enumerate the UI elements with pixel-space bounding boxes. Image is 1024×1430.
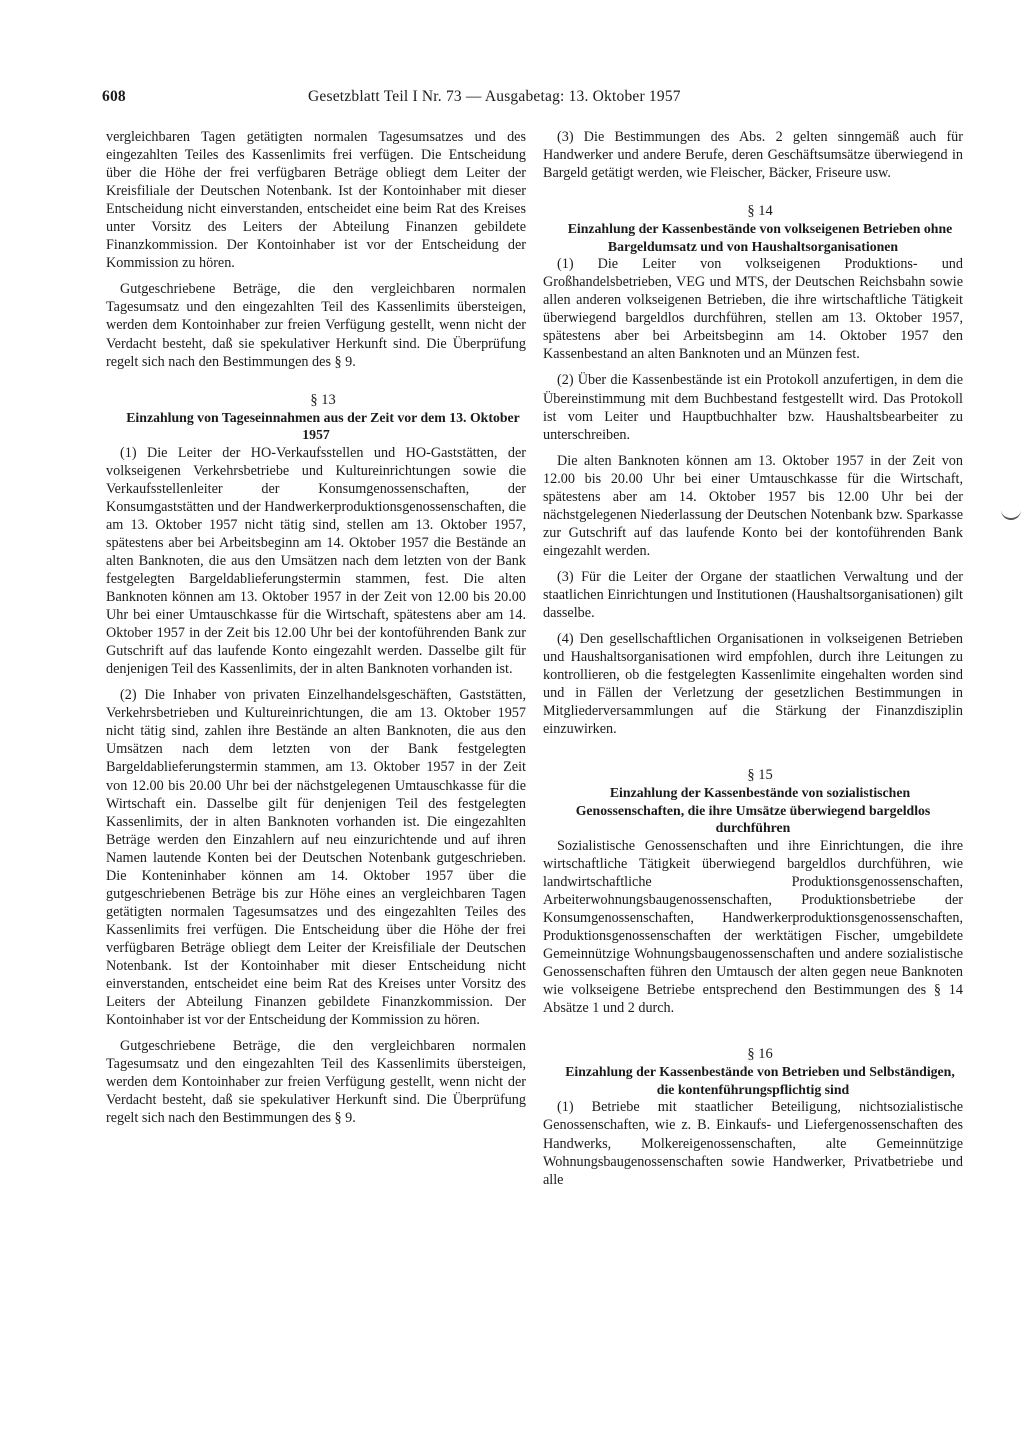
paragraph: Sozialistische Genossenschaften und ihre Einrichtungen, die ihre wirtschaftliche Tätigkeit überwiegend bargeldlos durchführen, wie landwirtschaftliche Produktionsgenossenschaften, Arbeiterwohnungsbaugenossenschaften, Produktionsbetriebe der Konsumgenossenschaften, Handwerkerproduktionsgenossenschaften, Produktionsgenossenschaften der werktätigen Fischer, umgebildete Gemeinnützige Wohnungsbaugenossenschaften und andere sozialistische Genossenschaften führen den Umtausch der alten gegen neue Banknoten wie volkseigene Betriebe entsprechend den Bestimmungen des § 14 Absätze 1 und 2 durch. [543,837,963,1017]
page-header [98,88,763,112]
paragraph: Die alten Banknoten können am 13. Oktober 1957 in der Zeit von 12.00 bis 20.00 Uhr bei einer Umtauschkasse für die Wirtschaft, spätestens aber am 14. Oktober 1957 bis 12.00 Uhr bei der nächstgelegenen Niederlassung der Deutschen Notenbank bzw. Sparkasse zur Gutschrift auf das laufende Konto bei der kontoführenden Bank eingezahlt werden. [543,452,963,559]
paragraph: (1) Die Leiter der HO-Verkaufsstellen und HO-Gaststätten, der volkseigenen Verkehrsbetriebe und Kultureinrichtungen sowie die Verkaufsstellenleiter der Konsumgenossenschaften, der Konsumgaststätten und der Handwerkerproduktionsgenossenschaften, die am 13. Oktober 1957 nicht tätig sind, stellen am 13. Oktober 1957, spätestens aber bei Arbeitsbeginn am 14. Oktober 1957 die Bestände an alten Banknoten, die aus den Umsätzen nach dem letzten von der Bank festgelegten Bargeldablieferungstermin stammen, fest. Die alten Banknoten können am 13. Oktober 1957 in der Zeit von 12.00 bis 20.00 Uhr bei einer Umtauschkasse für die Wirtschaft, spätestens aber am 14. Oktober 1957 in der Zeit bis 12.00 Uhr bei der kontoführenden Bank zur Gutschrift auf das laufende Konto eingezahlt werden. Dasselbe gilt für denjenigen Teil des Kassenlimits, der in alten Banknoten vorhanden ist. [106,444,526,678]
section-number: § 14 [747,203,773,220]
section-number: § 16 [747,1046,773,1063]
section-number: § 13 [310,391,336,408]
paragraph: Gutgeschriebene Beträge, die den vergleichbaren normalen Tagesumsatz und den eingezahlten Teil des Kassenlimits übersteigen, werden dem Kontoinhaber zur freien Verfügung gestellt, wenn nicht der Verdacht besteht, daß sie spekulativer Herkunft sind. Die Überprüfung regelt sich nach den Bestimmungen des § 9. [106,281,526,370]
paragraph: (3) Für die Leiter der Organe der staatlichen Verwaltung und der staatlichen Einrichtungen und Institutionen (Haushaltsorganisationen) gilt dasselbe. [543,568,963,622]
left-column [106,128,526,1127]
page-header-title: Gesetzblatt Teil I Nr. 73 — Ausgabetag: 13. Oktober 1957 [308,88,681,105]
margin-mark [1001,508,1021,520]
paragraph: (2) Die Inhaber von privaten Einzelhandelsgeschäften, Gaststätten, Verkehrsbetrieben und Kultureinrichtungen, die am 13. Oktober 1957 nicht tätig sind, zahlen ihre Bestände an alten Banknoten, die aus den Umsätzen nach dem letzten von der Bank festgelegten Bargeldablieferungstermin stammen, am 13. Oktober 1957 in der Zeit von 12.00 bis 20.00 Uhr bei der nächstgelegenen Umtauschkasse für die Wirtschaft ein. Dasselbe gilt für denjenigen Teil des festgelegten Kassenlimits, der in alten Banknoten vorhanden ist. Die eingezahlten Beträge werden den Einzahlern auf neu einzurichtende und auf ihren Namen lautende Konten bei der Deutschen Notenbank gutgeschrieben. Die Konteninhaber können am 14. Oktober 1957 über die gutgeschriebenen Beträge bis zur Höhe eines an vergleichbaren Tagen getätigten normalen Tagesumsatzes und des eingezahlten Teiles des Kassenlimits frei verfügen. Die Entscheidung über die Höhe der frei verfügbaren Beträge obliegt dem Leiter der Kreisfiliale der Deutschen Notenbank. Ist der Kontoinhaber mit dieser Entscheidung nicht einverstanden, entscheidet eine beim Rat des Kreises unter Vorsitz des Leiters der Abteilung Finanzen gebildete Finanzkommission. Der Kontoinhaber ist vor der Entscheidung der Kommission zu hören. [106,687,526,1029]
section-heading: Einzahlung der Kassenbestände von sozialistischen Genossenschaften, die ihre Umsätze überwiegend bargeldlos durchführen [575,785,931,836]
section-heading: Einzahlung der Kassenbestände von volkseigenen Betrieben ohne Bargeldumsatz und von Haushaltsorganisationen [567,221,953,254]
paragraph: (1) Die Leiter von volkseigenen Produktions- und Großhandelsbetrieben, VEG und MTS, der Deutschen Reichsbahn sowie allen anderen volkseigenen Betrieben, die ihre wirtschaftliche Tätigkeit überwiegend bargeldlos durchführen, stellen am 13. Oktober 1957, spätestens aber bei Arbeitsbeginn am 14. Oktober 1957 den Kassenbestand an alten Banknoten und an Münzen fest. [543,256,963,363]
section-heading: Einzahlung von Tageseinnahmen aus der Zeit vor dem 13. Oktober 1957 [126,409,520,443]
paragraph: (2) Über die Kassenbestände ist ein Protokoll anzufertigen, in dem die Übereinstimmung mit dem Buchbestand festgestellt wird. Das Protokoll ist vom Leiter und Hauptbuchhalter bzw. Haushaltsbearbeiter zu unterschreiben. [543,372,963,443]
page-number: 608 [102,88,126,105]
paragraph: (1) Betriebe mit staatlicher Beteiligung, nichtsozialistische Genossenschaften, wie z. B. Einkaufs- und Liefergenossenschaften des Handwerks, Molkereigenossenschaften, alte Gemeinnützige Wohnungsbaugenossenschaften sowie Handwerker, Privatbetriebe und alle [543,1099,963,1188]
paragraph: (4) Den gesellschaftlichen Organisationen in volkseigenen Betrieben und Haushaltsorganisationen wird empfohlen, durch ihre Leitungen zu kontrollieren, ob die festgelegten Kassenlimite eingehalten worden sind und in Fällen der Verletzung der gesetzlichen Bestimmungen in Mitgliederversammlungen auf die Stärkung der Finanzdisziplin einzuwirken. [543,631,963,738]
paragraph: Gutgeschriebene Beträge, die den vergleichbaren normalen Tagesumsatz und den eingezahlten Teil des Kassenlimits übersteigen, werden dem Kontoinhaber zur freien Verfügung gestellt, wenn nicht der Verdacht besteht, daß sie spekulativer Herkunft sind. Die Überprüfung regelt sich nach den Bestimmungen des § 9. [106,1038,526,1127]
paragraph: (3) Die Bestimmungen des Abs. 2 gelten sinngemäß auch für Handwerker und andere Berufe, deren Geschäftsumsätze überwiegend in Bargeld getätigt werden, wie Fleischer, Bäcker, Friseure usw. [543,129,963,182]
paragraph: vergleichbaren Tagen getätigten normalen Tagesumsatzes und des eingezahlten Teiles des Kassenlimits frei verfügen. Die Entscheidung über die Höhe der frei verfügbaren Beträge obliegt dem Leiter der Kreisfiliale der Deutschen Notenbank. Ist der Kontoinhaber mit dieser Entscheidung nicht einverstanden, entscheidet eine beim Rat des Kreises unter Vorsitz des Leiters der Abteilung Finanzen gebildete Finanzkommission. Der Kontoinhaber ist vor der Entscheidung der Kommission zu hören. [106,129,526,272]
right-column [543,128,963,1189]
section-number: § 15 [747,767,773,784]
section-heading: Einzahlung der Kassenbestände von Betrieben und Selbständigen, die kontenführungspflichtig sind [565,1064,955,1097]
